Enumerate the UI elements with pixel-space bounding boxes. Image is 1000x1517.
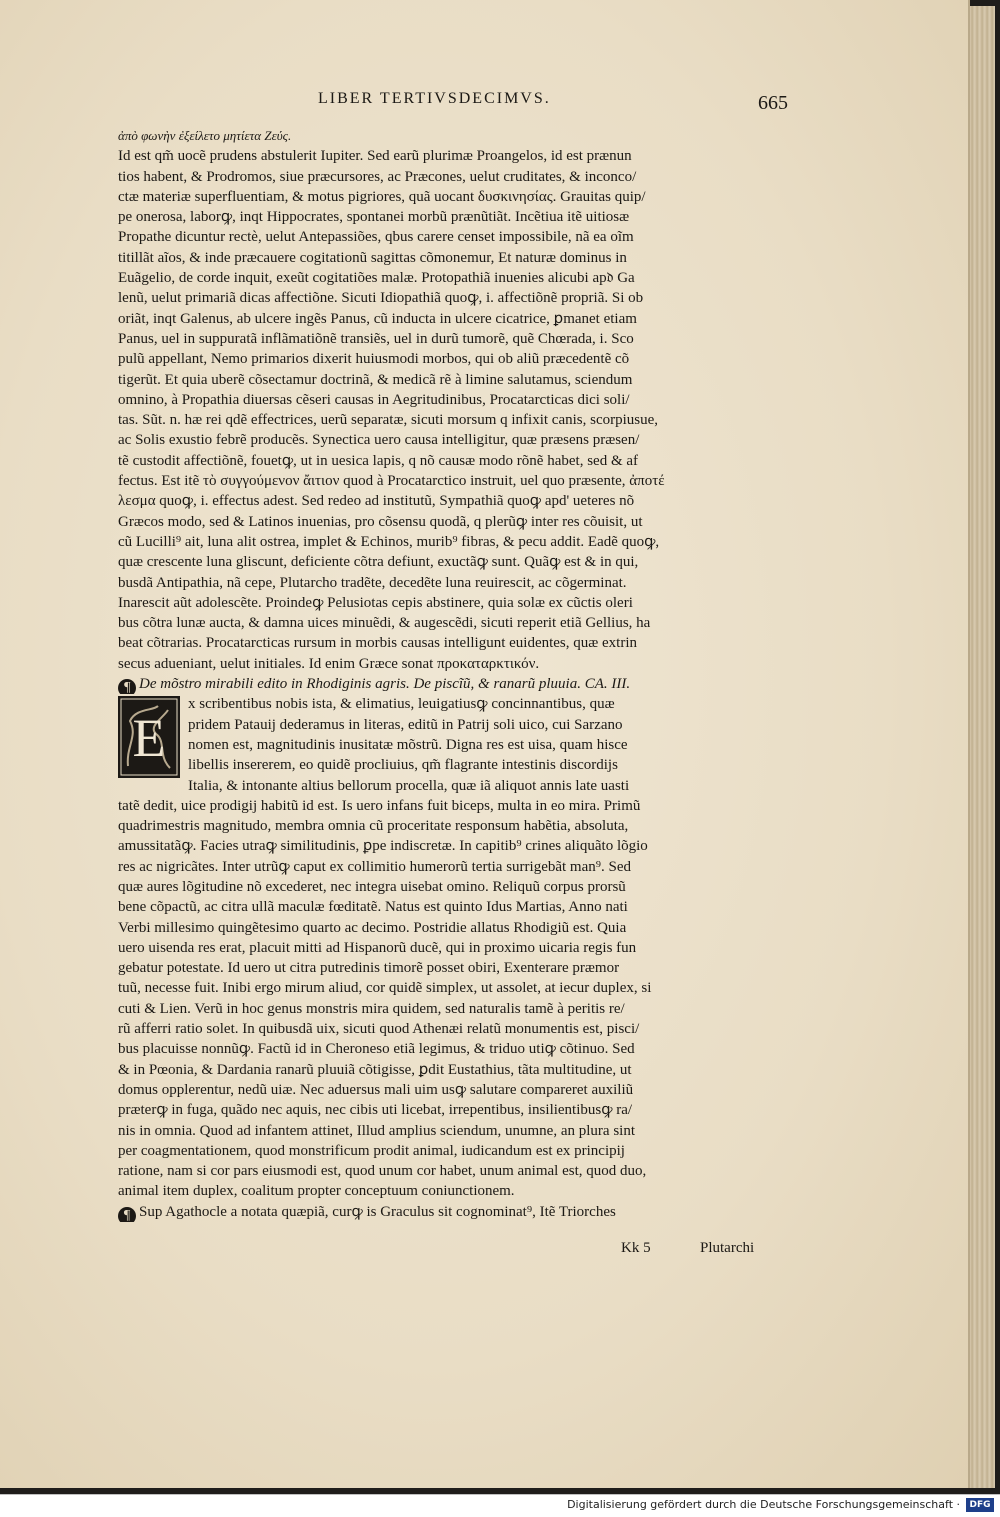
text-line: secus adueniant, uelut initiales. Id enim Græce sonat προκαταρκτικόν.: [118, 655, 540, 672]
text-line: uero uisenda res erat, placuit mitti ad Hispanorũ ducẽ, qui in proximo uicaria regis fun: [118, 939, 637, 956]
text-line: per coagmentationem, quod monstrificum prodit animal, iudicandum est ex principij: [118, 1142, 625, 1159]
text-line: x scribentibus nobis ista, & elimatius, leuigatiusꝙ concinnantibus, quæ: [188, 696, 615, 713]
text-line: bene cõpactũ, ac citra ullã maculæ fœditatẽ. Natus est quinto Idus Martias, Anno nati: [118, 899, 628, 916]
text-line: beat cõtrarias. Procatarcticas rursum in morbis causas intelligunt euidentes, quæ extrin: [118, 635, 638, 652]
text-line: tatẽ dedit, uice prodigij habitũ id est. Is uero infans fuit biceps, multa in eo mira. Primũ: [118, 797, 641, 814]
text-line: Panus, uel in suppuratã inflãmatiõnẽ transiẽs, uel in durũ tumorẽ, quẽ Chœrada, i. Sco: [118, 330, 634, 347]
text-line: tigerũt. Et quia uberẽ cõsectamur doctrinã, & medicã rẽ à limine salutamus, sciendum: [118, 371, 633, 388]
text-line: λεσμα quoꝙ, i. effectus adest. Sed redeo ad institutũ, Sympathiã quoꝙ apd' ueteres nõ: [118, 493, 635, 510]
text-line: pe onerosa, laborꝙ, inqt Hippocrates, spontanei morbũ prænũtiãt. Incẽtiua itẽ uitiosæ: [118, 209, 630, 226]
folio-number: 665: [758, 92, 788, 114]
text-line: domus opplerentur, nedũ uiæ. Nec aduersus mali uim usꝙ salutare compareret auxiliũ: [118, 1081, 634, 1098]
signature-mark: Kk 5: [621, 1240, 651, 1256]
text-line: nomen est, magnitudinis inusitatæ mõstrũ. Digna res est uisa, quam hisce: [188, 736, 628, 753]
page-edges: [968, 6, 995, 1488]
text-line: animal item duplex, coalitum propter conceptuum coniunctionem.: [118, 1183, 515, 1200]
text-line: res ac nigricãtes. Inter utrũꝙ caput ex collimitio humerorũ tertia surrigebãt man⁹. Sed: [118, 858, 631, 875]
text-line: Italia, & intonante altius bellorum procella, quæ iã aliquot annis late uasti: [188, 777, 630, 794]
text-line: rũ afferri ratio solet. In quibusdã uix, sicuti quod Athenæi relatũ monumentis est, pisci/: [118, 1021, 640, 1038]
text-line: nis in omnia. Quod ad infantem attinet, Illud amplius sciendum, unumne, an plura sint: [118, 1122, 635, 1139]
pilcrow-icon: ¶: [118, 1207, 136, 1222]
text-line: gebatur potestate. Id uero ut citra putredinis timorẽ posset obiri, Exenterare præmor: [118, 960, 620, 977]
text-line: ac Solis exustio febrẽ producẽs. Synectica uero causa intelligitur, quæ præsens præsen/: [118, 432, 640, 449]
text-line: Propathe dicuntur rectè, uelut Antepassiões, qbus carere censet impossibile, nã ea oĩm: [118, 229, 634, 246]
signature-line: [118, 1240, 794, 1260]
initial-paragraph: [118, 694, 794, 795]
decorated-initial: [118, 696, 180, 778]
text-line: tẽ custodit affectiõnẽ, fouetꝙ, ut in uesica lapis, q nõ causæ modo rõnẽ habet, sed & af: [118, 452, 639, 469]
text-line: libellis insererem, eo quidẽ procliuius, qm̃ flagrante intestinis discordijs: [188, 757, 618, 774]
paragraph-bottom: [118, 796, 794, 1202]
text-line: fectus. Est itẽ τὸ συγγούμενον ἄιτιον quod à Procatarctico instruit, uel quo præsente, ἀποτέ: [118, 473, 665, 490]
text-line: pridem Patauij dederamus in literas, editũ in Patrij soli uico, cui Sarzano: [188, 716, 623, 733]
text-line: quæ crescente luna gliscunt, deficiente cõtra defiunt, exuctãꝙ sunt. Quãꝙ est & in qui,: [118, 554, 639, 571]
text-line: pulũ appellant, Nemo primarios dixerit huiusmodi morbos, qui ob aliũ præcedentẽ cõ: [118, 351, 630, 368]
last-line-text: Sup Agathocle a notata quæpiã, curꝙ is Graculus sit cognominat⁹, Itẽ Triorches: [139, 1203, 616, 1220]
text-line: titillãt aĩos, & inde præcauere cogitationũ sagittas cõmonemur, Et naturæ dominus in: [118, 249, 627, 266]
footer-bar: [0, 1494, 1000, 1517]
text-line: Id est qm̃ uocẽ prudens abstulerit Iupiter. Sed earũ plurimæ Proangelos, id est prænun: [118, 148, 632, 165]
text-line: Euãgelio, de corde inquit, exeũt cogitatiões malæ. Protopathiã inuenies alicubi ap𝔡 Ga: [118, 270, 635, 287]
last-line: [118, 1202, 794, 1222]
text-line: lenũ, uelut primariã dicas affectiõne. Sicuti Idiopathiã quoꝙ, i. affectiõnẽ propriã. Si ob: [118, 290, 644, 307]
text-line: cuti & Lien. Verũ in hoc genus monstris mira quidem, sed naturalis tamẽ à peritis re/: [118, 1000, 625, 1017]
text-line: præterꝙ in fuga, quãdo nec aquis, nec cibis uti licebat, irrepentibus, insilientibusꝙ ra/: [118, 1102, 633, 1119]
text-line: Inarescit aũt adolescẽte. Proindeꝙ Pelusiotas cepis abstinere, quia solæ ex cũctis oleri: [118, 594, 633, 611]
chapter-heading: [118, 674, 794, 694]
text-line: amussitatãꝙ. Facies utraꝙ similitudinis, ꝑpe indiscretæ. In capitib⁹ crines aliquãto lõgio: [118, 838, 648, 855]
paragraph-top: [118, 126, 794, 674]
text-line: oriãt, inqt Galenus, ab ulcere ingẽs Panus, cũ inducta in ulcere cicatrice, ꝑmanet etiam: [118, 310, 637, 327]
text-line: quæ aures lõgitudine nõ excederet, nec integra uisebat omino. Reliquũ corpus prorsũ: [118, 878, 626, 895]
text-line: bus cõtra lunæ aucta, & damna uices minuẽdi, & augescẽdi, sicuti reperit etiã Gellius, ha: [118, 615, 651, 632]
running-head: LIBER TERTIVSDECIMVS.: [318, 90, 551, 107]
text-line: tuũ, necesse fuit. Inibi ergo mirum aliud, cor quidẽ simplex, ut assolet, at iecur duplex, si: [118, 980, 652, 997]
text-block: [118, 126, 794, 1222]
text-line: tios habent, & Prodromos, siue præcursores, ac Præcones, uelut cruditates, & inconco/: [118, 168, 637, 185]
initial-letter: E: [132, 708, 166, 769]
text-line: busdã Antipathia, nã cepe, Plutarcho tradẽte, decedẽte luna reuirescit, ac cõgerminat.: [118, 574, 627, 591]
text-line: cũ Lucilli⁹ ait, luna alit ostrea, implet & Echinos, murib⁹ fibras, & pecu addit. Eadẽ quoꝙ,: [118, 533, 660, 550]
text-line: ἀπὸ φωνὴν ἐξείλετο μητίετα Ζεύς.: [118, 128, 292, 143]
footer-credit: Digitalisierung gefördert durch die Deutsche Forschungsgemeinschaft ·: [567, 1498, 960, 1511]
text-line: bus placuisse nonnũꝙ. Factũ id in Cheroneso etiã legimus, & triduo utiꝙ cõtinuo. Sed: [118, 1041, 635, 1058]
text-line: omnino, à Propathia diuersas cẽseri causas in Aegritudinibus, Procatarcticas dici soli/: [118, 391, 630, 408]
text-line: Verbi millesimo quingẽtesimo quarto ac decimo. Postridie allatus Rhodigiũ est. Quia: [118, 919, 627, 936]
text-line: ctæ materiæ superfluentiam, & motus pigriores, quã uocant δυσκινησίας. Grauitas quip/: [118, 188, 646, 205]
text-line: tas. Sũt. n. hæ rei qdẽ effectrices, uerũ separatæ, sicuti morsum q infixit canis, scorpiusue,: [118, 412, 659, 429]
pilcrow-icon: ¶: [118, 679, 136, 694]
chapter-heading-text: De mõstro mirabili edito in Rhodiginis agris. De piscĩũ, & ranarũ pluuia. CA. III.: [139, 676, 631, 693]
dfg-logo-icon: DFG: [966, 1498, 994, 1512]
text-line: quadrimestris magnitudo, membra omnia cũ proceritate responsum habẽtia, absoluta,: [118, 818, 629, 835]
paragraph-initial-lines: [118, 694, 794, 795]
text-line: ratione, nam si cor pars eiusmodi est, quod unum cor habet, unum animal est, quod duo,: [118, 1163, 647, 1180]
text-line: & in Pœonia, & Dardania ranarũ pluuiã cõtigisse, ꝑdit Eustathius, tãta multitudine, ut: [118, 1061, 632, 1078]
catchword: Plutarchi: [700, 1240, 755, 1256]
text-line: Græcos modo, sed & Latinos inuenias, pro cõsensu quodã, q plerũꝙ inter res cõuisit, ut: [118, 513, 643, 530]
